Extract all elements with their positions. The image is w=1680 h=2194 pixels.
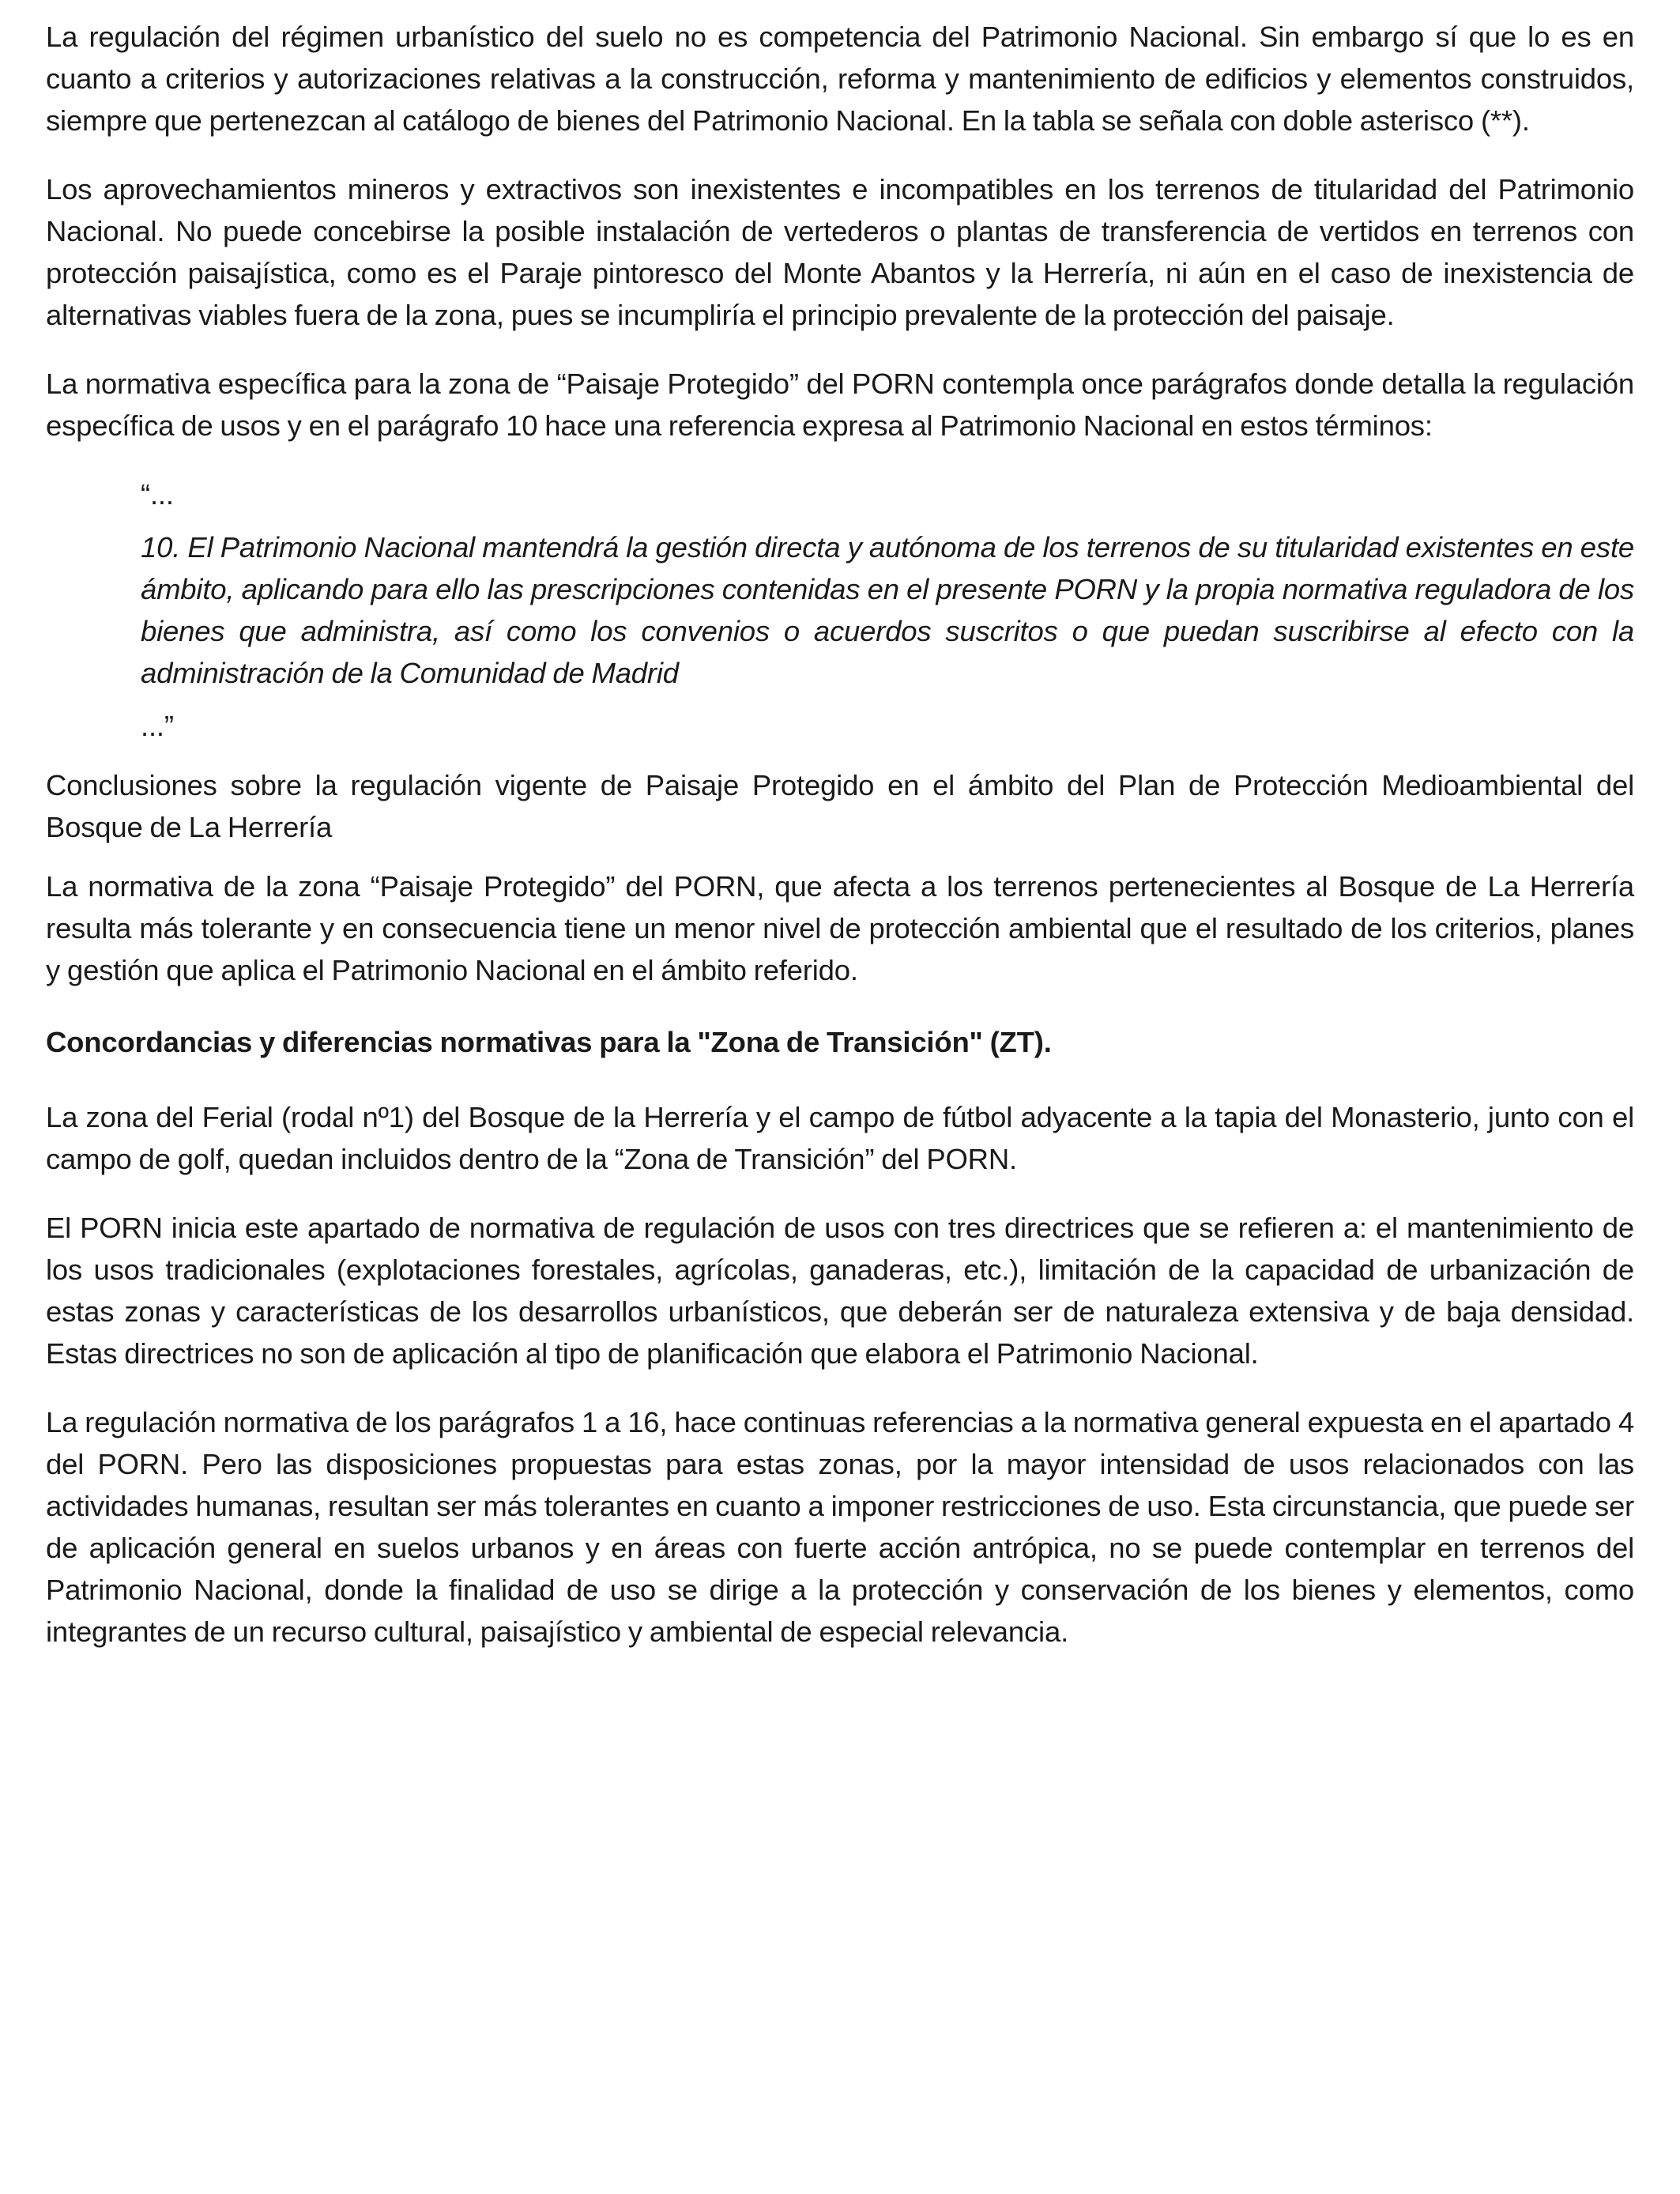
document-page	[46, 16, 1634, 1653]
paragraph-regulation-16: La regulación normativa de los parágrafos 1 a 16, hace continuas referencias a la normativa general expuesta en el apartado 4 del PORN. Pero las disposiciones propuestas para estas zonas, por la mayor intensidad de usos relacionados con las actividades humanas, resultan ser más tolerantes en cuanto a imponer restricciones de uso. Esta circunstancia, que puede ser de aplicación general en suelos urbanos y en áreas con fuerte acción antrópica, no se puede contemplar en terrenos del Patrimonio Nacional, donde la finalidad de uso se dirige a la protección y conservación de los bienes y elementos, como integrantes de un recurso cultural, paisajístico y ambiental de especial relevancia.	[46, 1406, 1634, 1648]
quote-open: “...	[141, 478, 174, 511]
paragraph-urban-regime: La regulación del régimen urbanístico del suelo no es competencia del Patrimonio Nacional. Sin embargo sí que lo es en cuanto a criterios y autorizaciones relativas a la construcción, reforma y mantenimiento de edificios y elementos construidos, siempre que pertenezcan al catálogo de bienes del Patrimonio Nacional. En la tabla se señala con doble asterisco (**).	[46, 21, 1634, 137]
paragraph-mining-uses: Los aprovechamientos mineros y extractivos son inexistentes e incompatibles en los terrenos de titularidad del Patrimonio Nacional. No puede concebirse la posible instalación de vertederos o plantas de transferencia de vertidos en terrenos con protección paisajística, como es el Paraje pintoresco del Monte Abantos y la Herrería, ni aún en el caso de inexistencia de alternativas viables fuera de la zona, pues se incumpliría el principio prevalente de la protección del paisaje.	[46, 173, 1634, 331]
paragraph-conclusions-title: Conclusiones sobre la regulación vigente de Paisaje Protegido en el ámbito del Plan de Protección Medioambiental del Bosque de La Herrería	[46, 769, 1634, 843]
quote-close: ...”	[141, 710, 174, 742]
paragraph-directives: El PORN inicia este apartado de normativa de regulación de usos con tres directrices que se refieren a: el mantenimiento de los usos tradicionales (explotaciones forestales, agrícolas, ganaderas, etc.), limitación de la capacidad de urbanización de estas zonas y características de los desarrollos urbanísticos, que deberán ser de naturaleza extensiva y de baja densidad. Estas directrices no son de aplicación al tipo de planificación que elabora el Patrimonio Nacional.	[46, 1212, 1634, 1370]
section-heading-transition-zone: Concordancias y diferencias normativas para la "Zona de Transición" (ZT).	[46, 1026, 1052, 1058]
paragraph-conclusions: La normativa de la zona “Paisaje Protegido” del PORN, que afecta a los terrenos pertenecientes al Bosque de La Herrería resulta más tolerante y en consecuencia tiene un menor nivel de protección ambiental que el resultado de los criterios, planes y gestión que aplica el Patrimonio Nacional en el ámbito referido.	[46, 870, 1634, 986]
paragraph-ferial-zone: La zona del Ferial (rodal nº1) del Bosque de la Herrería y el campo de fútbol adyacente a la tapia del Monasterio, junto con el campo de golf, quedan incluidos dentro de la “Zona de Transición” del PORN.	[46, 1101, 1634, 1175]
quote-paragraph-10: 10. El Patrimonio Nacional mantendrá la gestión directa y autónoma de los terrenos de su titularidad existentes en este ámbito, aplicando para ello las prescripciones contenidas en el presente PORN y la propia normativa reguladora de los bienes que administra, así como los convenios o acuerdos suscritos o que puedan suscribirse al efecto con la administración de la Comunidad de Madrid	[141, 531, 1634, 689]
paragraph-specific-regulation: La normativa específica para la zona de “Paisaje Protegido” del PORN contempla once parágrafos donde detalla la regulación específica de usos y en el parágrafo 10 hace una referencia expresa al Patrimonio Nacional en estos términos:	[46, 368, 1634, 442]
